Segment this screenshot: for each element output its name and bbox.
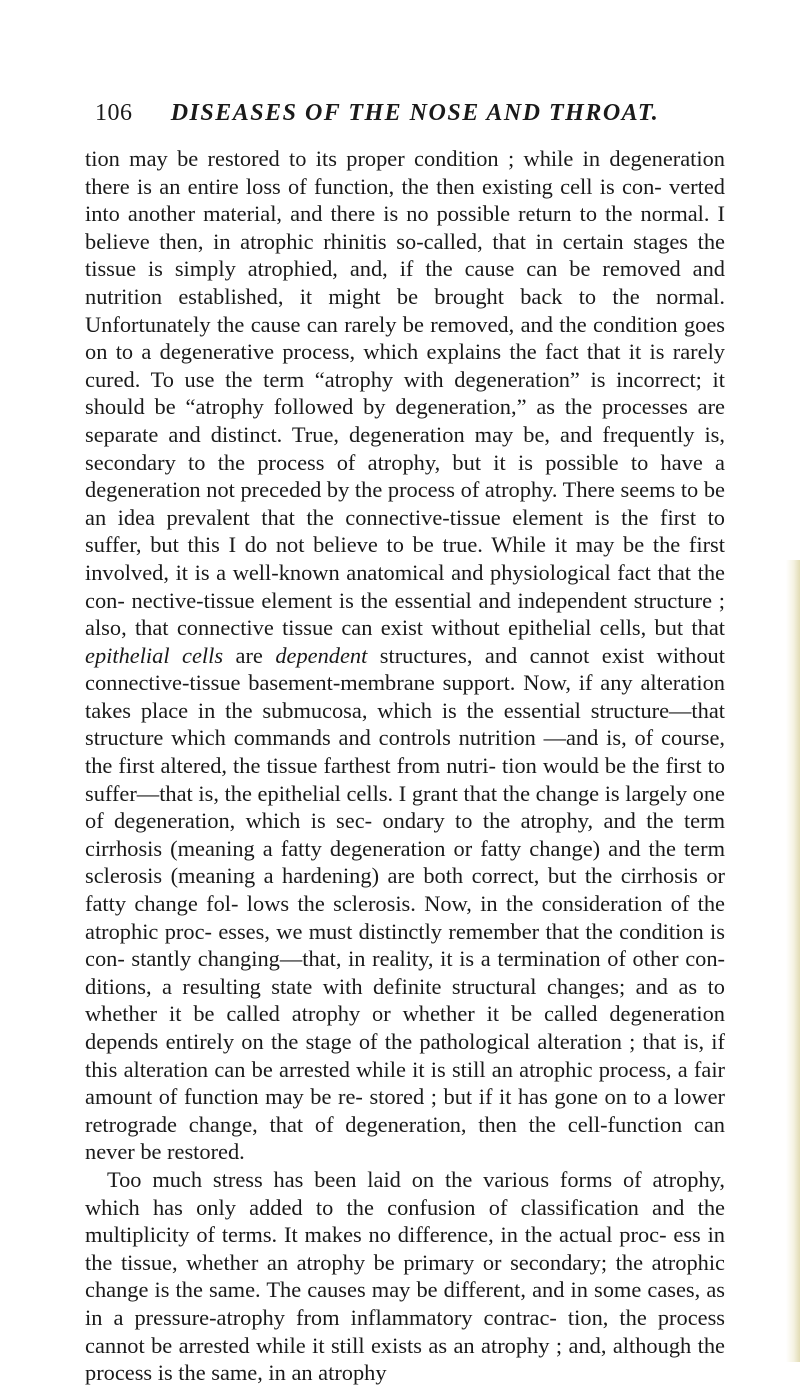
body-text	[85, 145, 725, 1387]
running-head: DISEASES OF THE NOSE AND THROAT.	[170, 100, 660, 126]
page-header	[95, 98, 735, 128]
paragraph-1-part-a: tion may be restored to its proper condition ; while in degeneration there is an entire loss of function, the then existing cell is con- verted into another material, and there is no possible return to the normal. I believe then, in atrophic rhinitis so-called, that in certain stages the tissue is simply atrophied, and, if the cause can be removed and nutrition established, it might be brought back to the normal. Unfortunately the cause can rarely be removed, and the condition goes on to a degenerative process, which explains the fact that it is rarely cured. To use the term “atrophy with degeneration” is incorrect; it should be “atrophy followed by degeneration,” as the processes are separate and distinct. True, degeneration may be, and frequently is, secondary to the process of atrophy, but it is possible to have a degeneration not preceded by the process of atrophy. There seems to be an idea prevalent that the connective-tissue element is the first to suffer, but this I do not believe to be true. While it may be the first involved, it is a well-known anatomical and physiological fact that the con- nective-tissue element is the essential and independent structure ; also, that connective tissue can exist without epithelial cells, but that	[85, 146, 725, 641]
emphasis-dependent: dependent	[275, 642, 368, 668]
paragraph-1-part-c: structures, and cannot exist without connective-tissue basement-membrane support. Now, if any alteration takes place in the submucosa, which is the essential structure—that structure which commands and controls nutrition —and is, of course, the first altered, the tissue farthest from nutri- tion would be the first to suffer—that is, the epithelial cells. I grant that the change is largely one of degeneration, which is sec- ondary to the atrophy, and the term cirrhosis (meaning a fatty degeneration or fatty change) and the term sclerosis (meaning a hardening) are both correct, but the cirrhosis or fatty change fol- lows the sclerosis. Now, in the consideration of the atrophic proc- esses, we must distinctly remember that the condition is con- stantly changing—that, in reality, it is a termination of other con- ditions, a resulting state with definite structural changes; and as to whether it be called atrophy or whether it be called degeneration depends entirely on the stage of the pathological alteration ; that is, if this alteration can be arrested while it is still an atrophic process, a fair amount of function may be re- stored ; but if it has gone on to a lower retrograde change, that of degeneration, then the cell-function can never be restored.	[85, 642, 725, 1165]
emphasis-epithelial-cells: epithelial cells	[85, 642, 224, 668]
paragraph-1	[85, 145, 725, 1166]
paragraph-2: Too much stress has been laid on the various forms of atrophy, which has only added to the confusion of classification and the multiplicity of terms. It makes no difference, in the actual proc- ess in the tissue, whether an atrophy be primary or secondary; the atrophic change is the same. The causes may be different, and in some cases, as in a pressure-atrophy from inflammatory contrac- tion, the process cannot be arrested while it still exists as an atrophy ; and, although the process is the same, in an atrophy	[85, 1166, 725, 1386]
page-number: 106	[95, 100, 133, 126]
page-edge-shading	[786, 560, 800, 1362]
paragraph-1-part-b: are	[235, 642, 263, 668]
